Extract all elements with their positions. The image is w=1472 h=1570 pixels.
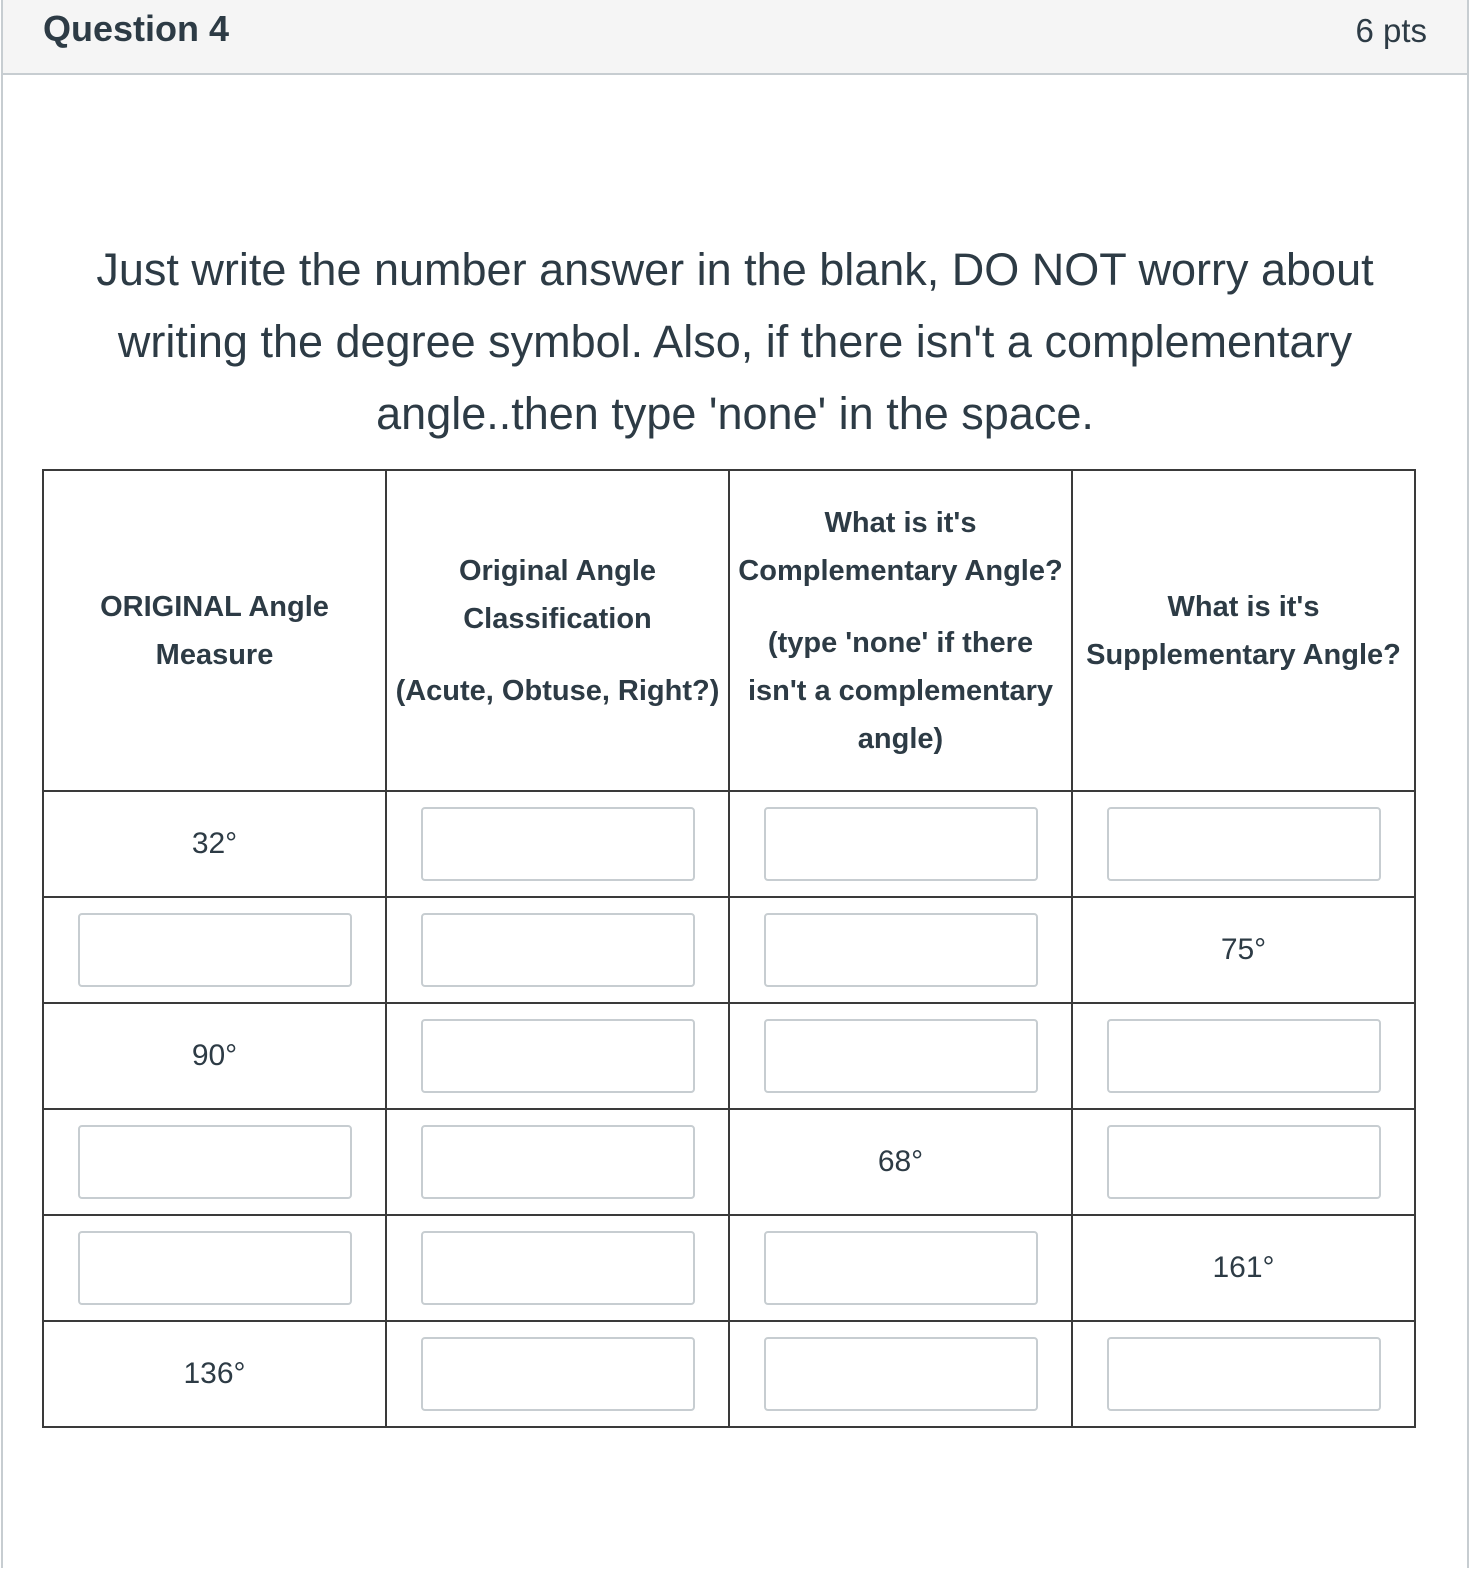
- given-angle-cell: 161°: [1072, 1215, 1415, 1321]
- answer-cell: [1072, 1003, 1415, 1109]
- instruction-line: Just write the number answer in the blank, DO NOT worry about: [96, 244, 1374, 295]
- supplementary-answer-input[interactable]: [1107, 1337, 1381, 1411]
- answer-cell: [386, 1215, 729, 1321]
- given-angle-cell: 32°: [43, 791, 386, 897]
- header-original-measure: ORIGINAL Angle Measure: [43, 470, 386, 791]
- answer-cell: [1072, 1109, 1415, 1215]
- classification-answer-input[interactable]: [421, 913, 695, 987]
- header-classification: Original Angle Classification (Acute, Obtuse, Right?): [386, 470, 729, 791]
- question-instructions: [40, 234, 1430, 450]
- given-angle-cell: 75°: [1072, 897, 1415, 1003]
- angle-table: [42, 469, 1416, 1428]
- complementary-answer-input[interactable]: [764, 1231, 1038, 1305]
- original-measure-answer-input[interactable]: [78, 913, 352, 987]
- classification-answer-input[interactable]: [421, 1231, 695, 1305]
- original-measure-answer-input[interactable]: [78, 1125, 352, 1199]
- table-row: [43, 1321, 1415, 1427]
- classification-answer-input[interactable]: [421, 807, 695, 881]
- original-measure-answer-input[interactable]: [78, 1231, 352, 1305]
- classification-answer-input[interactable]: [421, 1019, 695, 1093]
- supplementary-answer-input[interactable]: [1107, 1125, 1381, 1199]
- answer-cell: [729, 1003, 1072, 1109]
- table-row: [43, 1003, 1415, 1109]
- question-title: Question 4: [43, 8, 230, 49]
- answer-cell: [729, 897, 1072, 1003]
- table-row: [43, 897, 1415, 1003]
- answer-cell: [43, 897, 386, 1003]
- answer-cell: [1072, 1321, 1415, 1427]
- table-row: [43, 791, 1415, 897]
- answer-cell: [729, 1321, 1072, 1427]
- answer-cell: [43, 1215, 386, 1321]
- question-header: [1, 0, 1469, 75]
- answer-cell: [1072, 791, 1415, 897]
- answer-cell: [386, 1003, 729, 1109]
- given-angle-cell: 136°: [43, 1321, 386, 1427]
- instruction-line: angle..then type 'none' in the space.: [376, 388, 1094, 439]
- classification-answer-input[interactable]: [421, 1125, 695, 1199]
- complementary-answer-input[interactable]: [764, 1019, 1038, 1093]
- complementary-answer-input[interactable]: [764, 807, 1038, 881]
- answer-cell: [43, 1109, 386, 1215]
- complementary-answer-input[interactable]: [764, 1337, 1038, 1411]
- answer-cell: [386, 897, 729, 1003]
- supplementary-answer-input[interactable]: [1107, 807, 1381, 881]
- header-complementary: What is it's Complementary Angle? (type 'none' if there isn't a complementary angle): [729, 470, 1072, 791]
- supplementary-answer-input[interactable]: [1107, 1019, 1381, 1093]
- header-supplementary: What is it's Supplementary Angle?: [1072, 470, 1415, 791]
- instruction-line: writing the degree symbol. Also, if there isn't a complementary: [117, 316, 1353, 367]
- given-angle-cell: 90°: [43, 1003, 386, 1109]
- table-row: [43, 1215, 1415, 1321]
- answer-cell: [729, 791, 1072, 897]
- complementary-answer-input[interactable]: [764, 913, 1038, 987]
- answer-cell: [386, 1109, 729, 1215]
- table-row: [43, 1109, 1415, 1215]
- answer-cell: [386, 1321, 729, 1427]
- question-points: 6 pts: [1355, 12, 1427, 49]
- given-angle-cell: 68°: [729, 1109, 1072, 1215]
- answer-cell: [386, 791, 729, 897]
- header-row: [43, 470, 1415, 791]
- classification-answer-input[interactable]: [421, 1337, 695, 1411]
- answer-cell: [729, 1215, 1072, 1321]
